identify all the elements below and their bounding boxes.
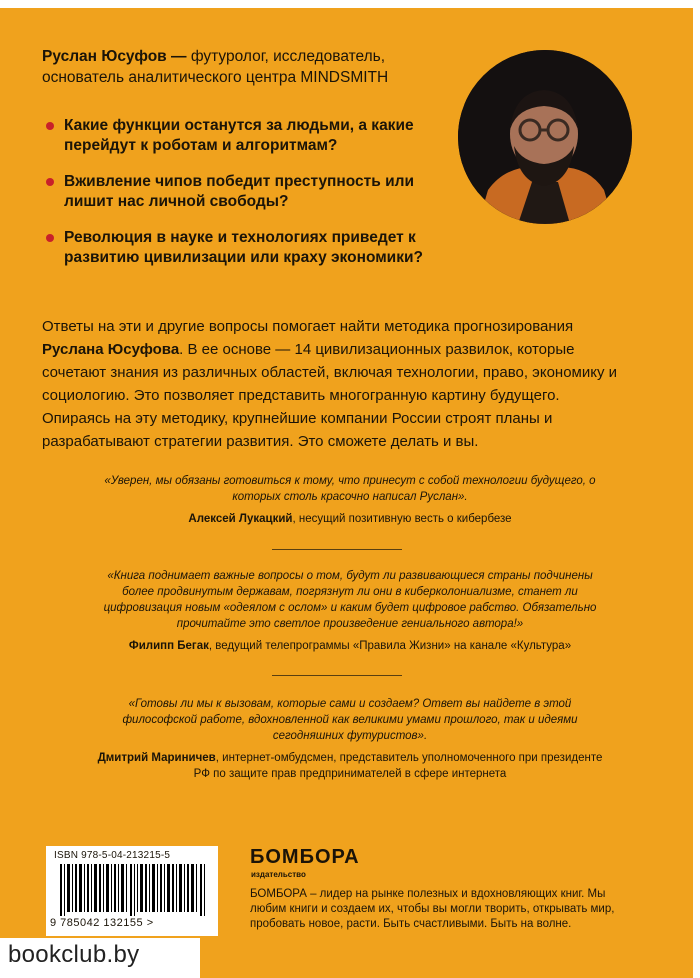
barcode-image [58,864,208,916]
author-photo [458,50,632,224]
quote-text: «Книга поднимает важные вопросы о том, будут ли развивающиеся страны подчинены более продвинутым державам, погрязнут ли они в киберколониализме, станет ли цифровизация новым «одеялом с ослом» и каким будет цифровое рабство. Обязательно прочитайте это светлое произведение гениального автора!» [103,570,597,630]
author-bio [42,46,462,88]
publisher-logo: БОМБОРА [250,846,360,868]
quote-author: Алексей Лукацкий [188,513,293,525]
author-name: Руслан Юсуфов — [42,48,187,65]
watermark-bar [0,938,200,978]
quote-author-role: , несущий позитивную весть о кибербезе [292,513,512,525]
intro-text-end: . В ее основе — 14 цивилизационных развилок, которые сочетают знания из различных областей, включая технологии, право, экономику и социологию. Это позволяет представить многогранную картину будущего. Опираясь на эту методику, крупнейшие компании России строят планы и разрабатывают стратегии развития. Это сможете делать и вы. [42,341,618,450]
intro-text-start: Ответы на эти и другие вопросы помогает найти методика прогнозирования [42,318,574,335]
review-quote [90,696,610,782]
barcode-panel [46,846,218,936]
right-border [693,0,700,978]
intro-paragraph [42,315,622,453]
bullet-icon [46,234,54,242]
question-item [46,116,446,156]
barcode-digits: 9 785042 132155 > [50,917,154,929]
question-item [46,172,446,212]
isbn-number: ISBN 978-5-04-213215-5 [54,850,171,861]
author-portrait-image [458,50,632,224]
quote-author: Дмитрий Мариничев [97,752,216,764]
question-item [46,228,446,268]
quote-attribution [90,750,610,782]
bullet-icon [46,178,54,186]
review-quote [90,568,610,654]
quote-attribution [90,511,610,527]
question-text: Революция в науке и технологиях приведет к развитию цивилизации или краху экономики? [64,229,423,266]
quote-attribution [90,638,610,654]
quote-text: «Готовы ли мы к вызовам, которые сами и создаем? Ответ вы найдете в этой философской работе, вдохновленной как великими умами прошлого, так и идеями сегодняшних футуристов». [122,698,578,742]
bullet-icon [46,122,54,130]
question-text: Какие функции останутся за людьми, а какие перейдут к роботам и алгоритмам? [64,117,414,154]
quote-author-role: , интернет-омбудсмен, представитель уполномоченного при президенте РФ по защите прав предпринимателей в сфере интернета [193,752,603,780]
top-border [0,0,700,8]
review-quote [90,473,610,527]
quote-author: Филипп Бегак [128,640,209,652]
divider [272,549,402,550]
question-list [46,116,446,284]
quote-author-role: , ведущий телепрограммы «Правила Жизни» на канале «Культура» [208,640,572,652]
intro-author-name: Руслана Юсуфова [42,341,180,358]
author-description: футуролог, исследователь, основатель аналитического центра MINDSMITH [42,48,389,86]
divider [272,675,402,676]
publisher-description: БОМБОРА – лидер на рынке полезных и вдохновляющих книг. Мы любим книги и создаем их, чтобы вы могли творить, открывать мир, пробовать новое, расти. Быть счастливыми. Быть на волне. [250,888,615,930]
site-watermark: bookclub.by [8,941,140,968]
question-text: Вживление чипов победит преступность или лишит нас личной свободы? [64,173,414,210]
quote-text: «Уверен, мы обязаны готовиться к тому, что принесут с собой технологии будущего, о которых столь красочно написал Руслан». [104,475,596,503]
publisher-subtitle: издательство [251,870,306,879]
